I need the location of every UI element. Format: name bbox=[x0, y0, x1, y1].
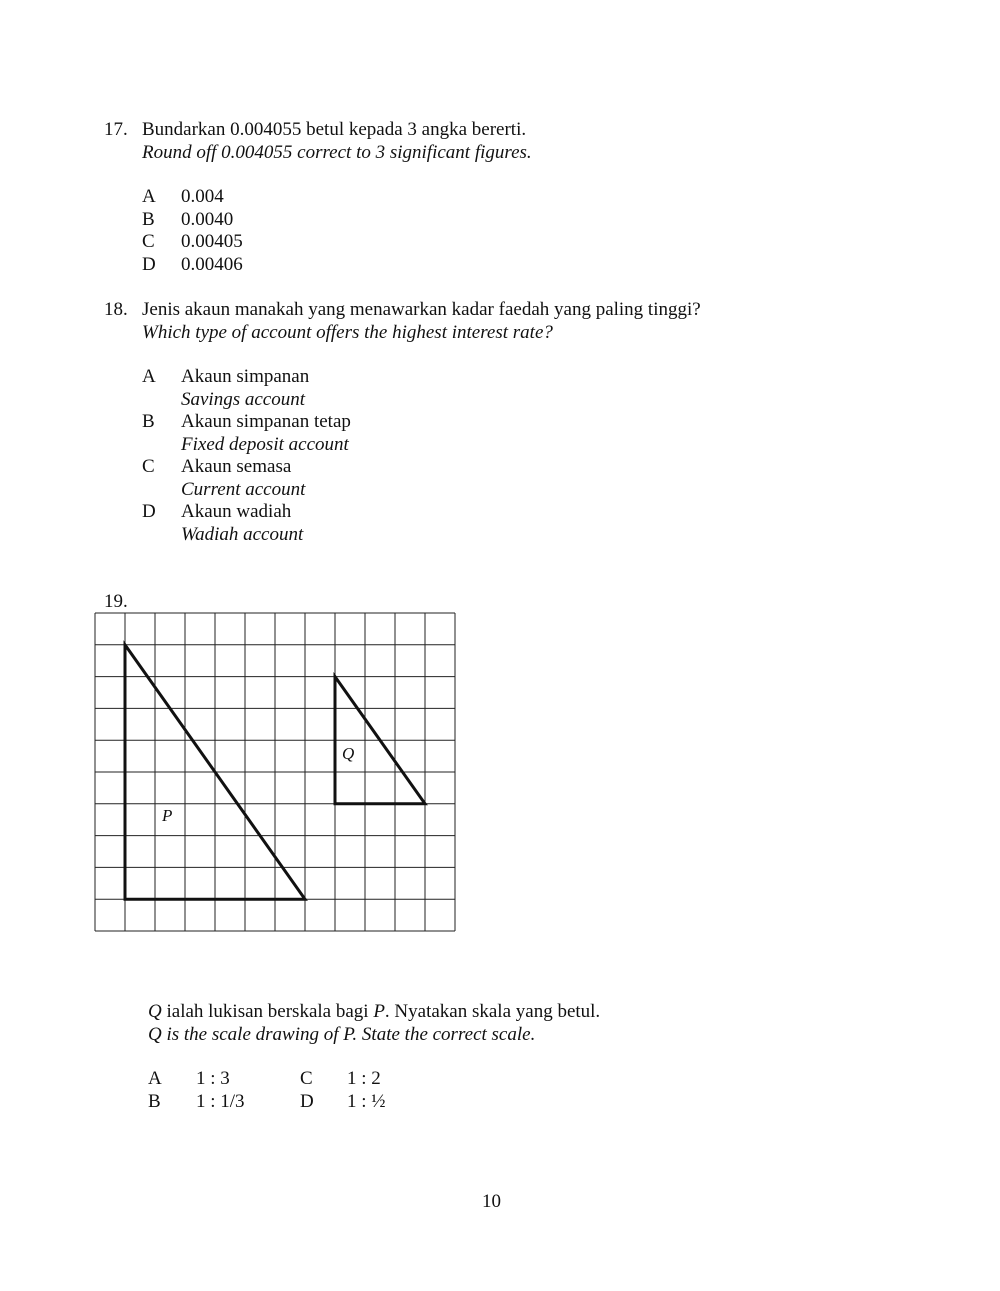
option-letter: B bbox=[148, 1091, 161, 1112]
option-text-malay: Akaun simpanan tetap bbox=[181, 411, 351, 432]
option-letter: A bbox=[142, 366, 156, 387]
option-letter: D bbox=[142, 254, 156, 275]
option-text-english: Savings account bbox=[181, 389, 306, 410]
option-letter: C bbox=[142, 456, 155, 477]
option-letter: D bbox=[142, 501, 156, 522]
question-text-english: Q is the scale drawing of P. State the correct scale. bbox=[148, 1024, 536, 1045]
question-text-english: Round off 0.004055 correct to 3 significant figures. bbox=[142, 142, 532, 163]
option-letter: A bbox=[148, 1068, 162, 1089]
option-letter: C bbox=[142, 231, 155, 252]
option-letter: D bbox=[300, 1091, 314, 1112]
question-text-malay: Bundarkan 0.004055 betul kepada 3 angka bererti. bbox=[142, 119, 527, 140]
text-part-p: P bbox=[373, 1001, 385, 1022]
question-text-malay: Jenis akaun manakah yang menawarkan kadar faedah yang paling tinggi? bbox=[142, 299, 701, 320]
option-text-english: Fixed deposit account bbox=[181, 434, 349, 455]
triangle-p-label: P bbox=[162, 806, 173, 825]
option-value: 1 : ½ bbox=[347, 1091, 386, 1112]
question-number: 19. bbox=[104, 591, 128, 612]
option-letter: A bbox=[142, 186, 156, 207]
option-value: 0.004 bbox=[181, 186, 224, 207]
question-number: 18. bbox=[104, 299, 128, 320]
option-text-malay: Akaun wadiah bbox=[181, 501, 292, 522]
option-letter: B bbox=[142, 209, 155, 230]
option-value: 0.0040 bbox=[181, 209, 234, 230]
text-part: ialah lukisan berskala bagi bbox=[161, 1001, 374, 1022]
option-value: 0.00405 bbox=[181, 231, 243, 252]
option-letter: B bbox=[142, 411, 155, 432]
option-text-english: Wadiah account bbox=[181, 524, 304, 545]
grid-diagram bbox=[94, 612, 456, 934]
question-number: 17. bbox=[104, 119, 128, 140]
text-part: . Nyatakan skala yang betul. bbox=[384, 1001, 601, 1022]
option-letter: C bbox=[300, 1068, 313, 1089]
option-text-malay: Akaun semasa bbox=[181, 456, 292, 477]
option-text-english: Current account bbox=[181, 479, 306, 500]
option-value: 1 : 2 bbox=[347, 1068, 381, 1089]
option-value: 1 : 3 bbox=[196, 1068, 230, 1089]
text-part-q: Q bbox=[148, 1001, 162, 1022]
question-text-english: Which type of account offers the highest interest rate? bbox=[142, 322, 553, 343]
option-text-malay: Akaun simpanan bbox=[181, 366, 310, 387]
triangle-q-label: Q bbox=[342, 744, 355, 763]
page-number: 10 bbox=[482, 1191, 501, 1212]
question-text-malay bbox=[148, 1001, 600, 1024]
option-value: 1 : 1/3 bbox=[196, 1091, 245, 1112]
option-value: 0.00406 bbox=[181, 254, 243, 275]
